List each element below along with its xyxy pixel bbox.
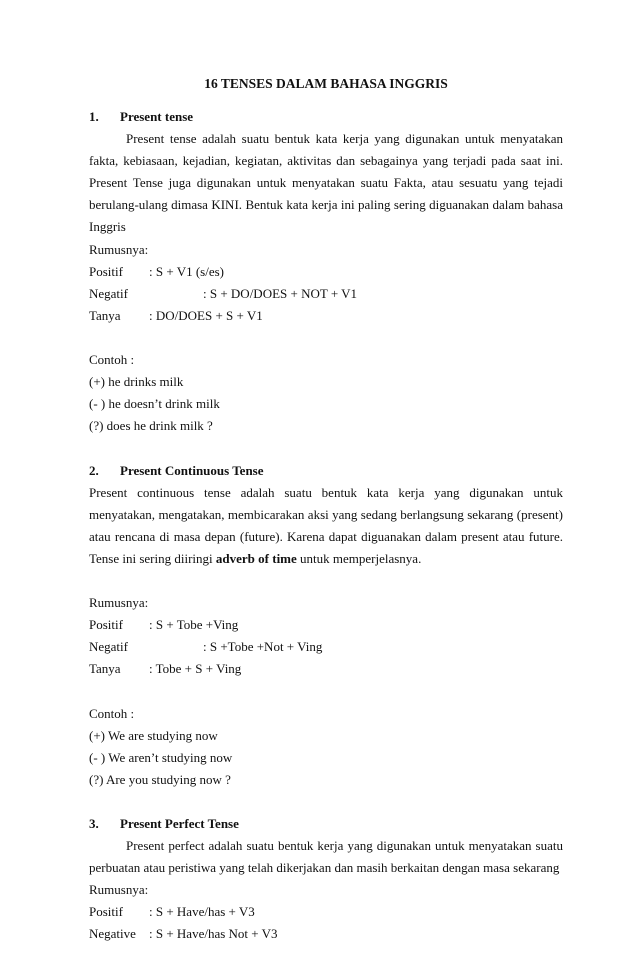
example-positive: (+) We are studying now: [89, 727, 218, 743]
paragraph-text: untuk memperjelasnya.: [296, 550, 422, 566]
spacer: [89, 327, 563, 349]
formula-row-positif: [89, 901, 563, 923]
example-negative: (- ) We aren’t studying now: [89, 749, 233, 765]
section-present-perfect: [89, 813, 563, 946]
formula-value: : DO/DOES + S + V1: [149, 307, 263, 323]
example-label: Contoh :: [89, 705, 135, 721]
example-positive: (+) he drinks milk: [89, 374, 184, 390]
document-title: 16 TENSES DALAM BAHASA INGGRIS: [204, 76, 448, 91]
formula-row-positif: [89, 261, 563, 283]
formula-row-tanya: [89, 305, 563, 327]
example-question: (?) Are you studying now ?: [89, 771, 231, 787]
formula-type: Negative: [89, 926, 136, 942]
formula-row-negatif: [89, 283, 563, 305]
formula-type: Tanya: [89, 307, 121, 323]
formula-type: Negatif: [89, 639, 128, 655]
section-present-continuous: [89, 460, 563, 814]
formula-value: : S + DO/DOES + NOT + V1: [203, 285, 358, 301]
section-heading: [89, 106, 563, 128]
formula-label: Rumusnya:: [89, 241, 149, 257]
example-label: Contoh :: [89, 352, 135, 368]
section-number: 2.: [89, 462, 99, 478]
formula-type: Tanya: [89, 661, 121, 677]
formula-row-positif: [89, 614, 563, 636]
spacer: [89, 680, 563, 702]
section-paragraph: [89, 482, 563, 570]
formula-value: : S + Have/has + V3: [149, 904, 255, 920]
example-question: (?) does he drink milk ?: [89, 418, 213, 434]
formula-type: Negatif: [89, 285, 128, 301]
section-number: 3.: [89, 816, 99, 831]
formula-type: Positif: [89, 904, 123, 920]
section-title: Present Perfect Tense: [120, 816, 239, 831]
paragraph-bold-term: adverb of time: [215, 550, 297, 566]
section-title: Present Continuous Tense: [120, 462, 264, 478]
section-title: Present tense: [120, 109, 194, 124]
example-negative: (- ) he doesn’t drink milk: [89, 396, 220, 412]
section-paragraph: Present tense adalah suatu bentuk kata kerja yang digunakan untuk menyatakan fakta, kebiasaan, kejadian, kegiatan, aktivitas dan sebagainya yang terjadi pada saat ini. Present Tense juga digunakan untuk menyatakan suatu Fakta, atau sesuatu yang tejadi berulang-ulang dimasa KINI. Bentuk kata kerja ini paling sering diguanakan dalam bahasa Inggris: [89, 131, 563, 235]
section-heading: [89, 460, 563, 482]
section-heading: [89, 813, 563, 835]
formula-type: Positif: [89, 617, 123, 633]
document-page: [89, 72, 563, 946]
formula-type: Positif: [89, 263, 123, 279]
formula-label: Rumusnya:: [89, 595, 149, 611]
paragraph-text: Present continuous tense adalah suatu bentuk kata kerja yang digunakan untuk menyatakan, mengatakan, membicarakan aksi yang sedang berlangsung sekarang (present) atau rencana di masa depan (future). Karena dapat diguanakan dalam present atau future. Tense ini sering diiringi: [89, 484, 563, 566]
formula-row-tanya: [89, 658, 563, 680]
section-paragraph: Present perfect adalah suatu bentuk kerja yang digunakan untuk menyatakan suatu perbuatan atau peristiwa yang telah dikerjakan dan masih berkaitan dengan masa sekarang: [89, 838, 563, 876]
formula-row-negative: [89, 923, 563, 945]
formula-value: : S + Have/has Not + V3: [149, 926, 278, 942]
section-number: 1.: [89, 109, 99, 124]
section-present-tense: [89, 106, 563, 460]
formula-value: : S + V1 (s/es): [149, 263, 224, 279]
spacer: [89, 791, 563, 813]
formula-value: : Tobe + S + Ving: [149, 661, 242, 677]
formula-value: : S +Tobe +Not + Ving: [203, 639, 323, 655]
formula-value: : S + Tobe +Ving: [149, 617, 239, 633]
spacer: [89, 570, 563, 592]
formula-row-negatif: [89, 636, 563, 658]
formula-label: Rumusnya:: [89, 882, 149, 898]
spacer: [89, 437, 563, 459]
